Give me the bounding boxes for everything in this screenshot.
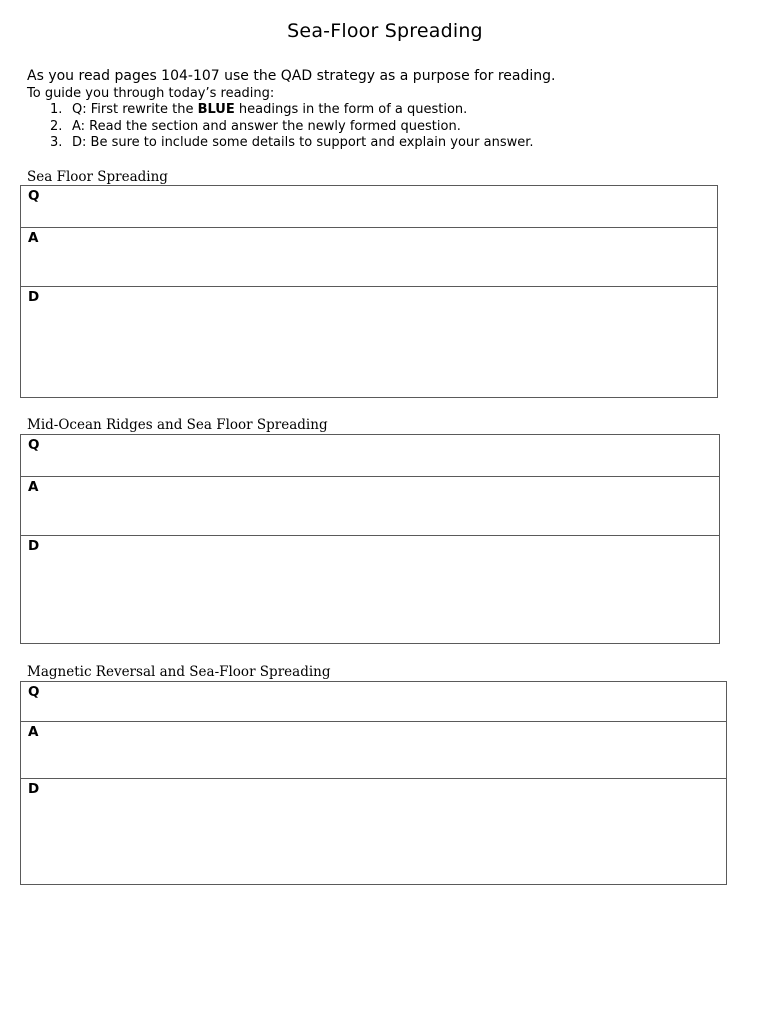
- step-text: D: Be sure to include some details to support and explain your answer.: [72, 135, 534, 150]
- qad-table-2: [20, 434, 720, 644]
- step-text: A: Read the section and answer the newly formed question.: [72, 118, 461, 134]
- step-emphasis: BLUE: [197, 102, 235, 117]
- details-area[interactable]: [47, 538, 715, 641]
- details-area[interactable]: [47, 289, 713, 395]
- question-label: Q: [28, 684, 40, 700]
- question-answer-area[interactable]: [47, 437, 715, 474]
- details-label: D: [28, 289, 40, 305]
- step-number: 1.: [50, 102, 63, 117]
- instruction-list: [50, 102, 534, 152]
- details-row[interactable]: [21, 287, 717, 397]
- question-answer-area[interactable]: [47, 188, 713, 225]
- step-number: 3.: [50, 135, 63, 150]
- instruction-item: [50, 119, 534, 136]
- question-label: Q: [28, 437, 40, 453]
- question-row[interactable]: [21, 435, 719, 477]
- qad-table-1: [20, 185, 718, 398]
- step-text-end: headings in the form of a question.: [234, 102, 468, 117]
- details-row[interactable]: [21, 536, 719, 643]
- answer-label: A: [28, 724, 39, 740]
- intro-text: As you read pages 104-107 use the QAD strategy as a purpose for reading.: [27, 68, 556, 84]
- question-row[interactable]: [21, 186, 717, 228]
- question-row[interactable]: [21, 682, 726, 722]
- section-heading-magnetic-reversal: Magnetic Reversal and Sea-Floor Spreading: [27, 664, 331, 680]
- details-label: D: [28, 781, 40, 797]
- answer-area[interactable]: [47, 724, 722, 776]
- instruction-item: [50, 102, 534, 119]
- answer-area[interactable]: [47, 479, 715, 533]
- details-area[interactable]: [47, 781, 722, 882]
- step-text: Q: First rewrite the: [72, 102, 198, 117]
- answer-area[interactable]: [47, 230, 713, 284]
- answer-row[interactable]: [21, 228, 717, 287]
- section-heading-sea-floor-spreading: Sea Floor Spreading: [27, 169, 168, 185]
- step-number: 2.: [50, 118, 63, 134]
- question-label: Q: [28, 188, 40, 204]
- answer-row[interactable]: [21, 477, 719, 536]
- section-heading-mid-ocean-ridges: Mid-Ocean Ridges and Sea Floor Spreading: [27, 417, 328, 433]
- qad-table-3: [20, 681, 727, 885]
- answer-label: A: [28, 479, 39, 495]
- guide-text: To guide you through today’s reading:: [27, 86, 275, 101]
- question-answer-area[interactable]: [47, 684, 722, 719]
- details-row[interactable]: [21, 779, 726, 884]
- details-label: D: [28, 538, 40, 554]
- answer-row[interactable]: [21, 722, 726, 779]
- page-title: Sea-Floor Spreading: [287, 20, 483, 42]
- instruction-item: [50, 135, 534, 152]
- answer-label: A: [28, 230, 39, 246]
